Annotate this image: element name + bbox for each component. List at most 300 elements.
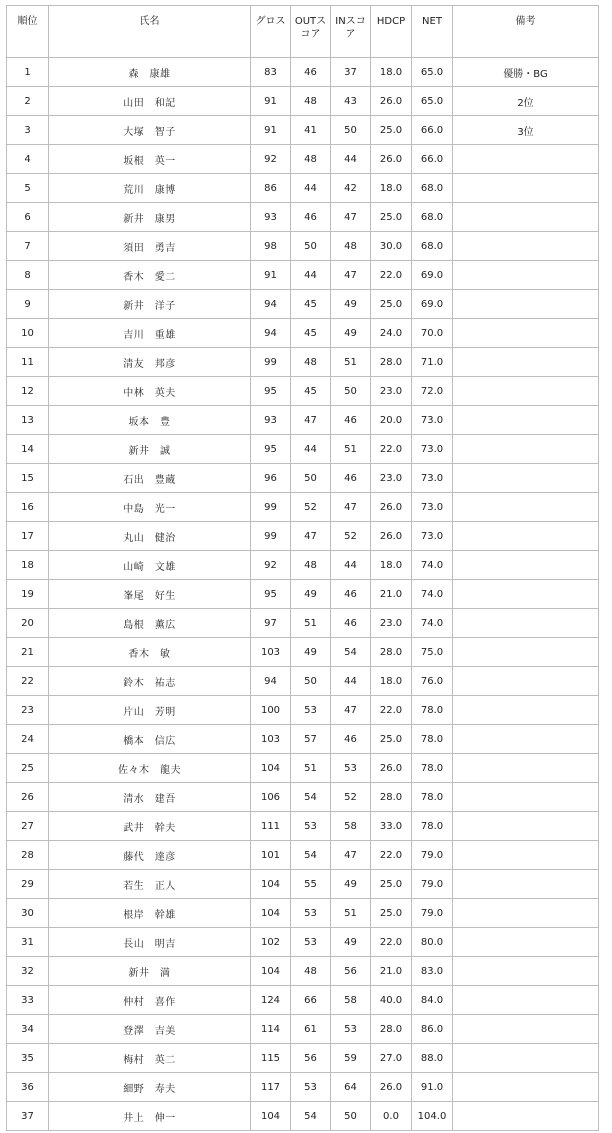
- cell-gross: 83: [251, 58, 291, 87]
- cell-note: [453, 1102, 599, 1131]
- cell-net: 73.0: [412, 435, 453, 464]
- cell-hdcp: 18.0: [371, 551, 412, 580]
- cell-hdcp: 26.0: [371, 522, 412, 551]
- cell-name: 井上 伸一: [49, 1102, 251, 1131]
- cell-name: 島根 薫広: [49, 609, 251, 638]
- cell-hdcp: 28.0: [371, 638, 412, 667]
- cell-note: [453, 551, 599, 580]
- cell-note: [453, 522, 599, 551]
- cell-in-score: 56: [331, 957, 371, 986]
- cell-net: 86.0: [412, 1015, 453, 1044]
- cell-in-score: 49: [331, 870, 371, 899]
- cell-note: [453, 464, 599, 493]
- cell-out-score: 49: [291, 638, 331, 667]
- cell-gross: 103: [251, 725, 291, 754]
- cell-out-score: 54: [291, 1102, 331, 1131]
- table-row: [7, 145, 599, 174]
- cell-note: [453, 899, 599, 928]
- cell-note: [453, 667, 599, 696]
- table-row: [7, 609, 599, 638]
- cell-note: [453, 580, 599, 609]
- cell-rank: 16: [7, 493, 49, 522]
- cell-out-score: 44: [291, 435, 331, 464]
- table-row: [7, 783, 599, 812]
- cell-hdcp: 26.0: [371, 493, 412, 522]
- cell-out-score: 41: [291, 116, 331, 145]
- cell-name: 根岸 幹雄: [49, 899, 251, 928]
- cell-rank: 35: [7, 1044, 49, 1073]
- cell-gross: 99: [251, 348, 291, 377]
- cell-rank: 14: [7, 435, 49, 464]
- cell-rank: 27: [7, 812, 49, 841]
- cell-hdcp: 28.0: [371, 1015, 412, 1044]
- table-row: [7, 841, 599, 870]
- cell-gross: 114: [251, 1015, 291, 1044]
- cell-rank: 36: [7, 1073, 49, 1102]
- cell-out-score: 50: [291, 667, 331, 696]
- cell-net: 79.0: [412, 899, 453, 928]
- cell-gross: 104: [251, 754, 291, 783]
- cell-net: 88.0: [412, 1044, 453, 1073]
- cell-hdcp: 26.0: [371, 87, 412, 116]
- cell-net: 76.0: [412, 667, 453, 696]
- cell-hdcp: 26.0: [371, 145, 412, 174]
- cell-note: [453, 1073, 599, 1102]
- table-row: [7, 348, 599, 377]
- cell-rank: 19: [7, 580, 49, 609]
- cell-name: 佐々木 龍夫: [49, 754, 251, 783]
- cell-net: 79.0: [412, 870, 453, 899]
- cell-gross: 111: [251, 812, 291, 841]
- cell-note: [453, 1044, 599, 1073]
- cell-name: 登澤 吉美: [49, 1015, 251, 1044]
- cell-hdcp: 27.0: [371, 1044, 412, 1073]
- cell-in-score: 47: [331, 203, 371, 232]
- cell-hdcp: 23.0: [371, 377, 412, 406]
- cell-note: [453, 725, 599, 754]
- cell-out-score: 48: [291, 87, 331, 116]
- cell-out-score: 52: [291, 493, 331, 522]
- table-row: [7, 812, 599, 841]
- cell-out-score: 66: [291, 986, 331, 1015]
- cell-hdcp: 25.0: [371, 116, 412, 145]
- cell-note: [453, 754, 599, 783]
- cell-in-score: 50: [331, 116, 371, 145]
- cell-net: 73.0: [412, 406, 453, 435]
- cell-name: 橋本 信広: [49, 725, 251, 754]
- cell-in-score: 50: [331, 377, 371, 406]
- cell-net: 65.0: [412, 58, 453, 87]
- cell-net: 69.0: [412, 290, 453, 319]
- cell-out-score: 45: [291, 377, 331, 406]
- cell-in-score: 47: [331, 696, 371, 725]
- cell-rank: 15: [7, 464, 49, 493]
- cell-rank: 26: [7, 783, 49, 812]
- table-row: [7, 870, 599, 899]
- cell-net: 68.0: [412, 174, 453, 203]
- table-row: [7, 522, 599, 551]
- cell-name: 山田 和記: [49, 87, 251, 116]
- cell-hdcp: 26.0: [371, 754, 412, 783]
- cell-note: [453, 261, 599, 290]
- table-row: [7, 957, 599, 986]
- cell-net: 78.0: [412, 783, 453, 812]
- cell-name: 坂本 豊: [49, 406, 251, 435]
- cell-net: 78.0: [412, 754, 453, 783]
- cell-note: [453, 319, 599, 348]
- cell-name: 峯尾 好生: [49, 580, 251, 609]
- cell-hdcp: 21.0: [371, 580, 412, 609]
- table-header: [7, 6, 599, 58]
- cell-rank: 7: [7, 232, 49, 261]
- cell-out-score: 46: [291, 203, 331, 232]
- cell-note: 優勝・BG: [453, 58, 599, 87]
- cell-gross: 100: [251, 696, 291, 725]
- cell-rank: 13: [7, 406, 49, 435]
- cell-name: 吉川 重雄: [49, 319, 251, 348]
- table-row: [7, 696, 599, 725]
- cell-out-score: 53: [291, 1073, 331, 1102]
- cell-in-score: 46: [331, 580, 371, 609]
- cell-rank: 8: [7, 261, 49, 290]
- cell-gross: 104: [251, 870, 291, 899]
- cell-hdcp: 23.0: [371, 464, 412, 493]
- results-table: [6, 5, 599, 1131]
- cell-in-score: 48: [331, 232, 371, 261]
- cell-out-score: 44: [291, 261, 331, 290]
- cell-note: [453, 870, 599, 899]
- cell-in-score: 47: [331, 261, 371, 290]
- cell-hdcp: 22.0: [371, 435, 412, 464]
- cell-net: 71.0: [412, 348, 453, 377]
- cell-note: [453, 435, 599, 464]
- cell-out-score: 54: [291, 783, 331, 812]
- cell-name: 鈴木 祐志: [49, 667, 251, 696]
- cell-rank: 33: [7, 986, 49, 1015]
- cell-gross: 96: [251, 464, 291, 493]
- cell-in-score: 47: [331, 493, 371, 522]
- table-row: [7, 986, 599, 1015]
- cell-name: 香木 敏: [49, 638, 251, 667]
- cell-gross: 94: [251, 290, 291, 319]
- cell-net: 73.0: [412, 493, 453, 522]
- cell-in-score: 54: [331, 638, 371, 667]
- cell-in-score: 50: [331, 1102, 371, 1131]
- cell-out-score: 48: [291, 957, 331, 986]
- cell-out-score: 47: [291, 406, 331, 435]
- cell-hdcp: 30.0: [371, 232, 412, 261]
- cell-name: 新井 洋子: [49, 290, 251, 319]
- cell-gross: 94: [251, 667, 291, 696]
- cell-gross: 117: [251, 1073, 291, 1102]
- cell-rank: 2: [7, 87, 49, 116]
- cell-in-score: 44: [331, 551, 371, 580]
- table-row: [7, 928, 599, 957]
- cell-net: 68.0: [412, 232, 453, 261]
- cell-name: 新井 満: [49, 957, 251, 986]
- cell-hdcp: 0.0: [371, 1102, 412, 1131]
- cell-gross: 95: [251, 377, 291, 406]
- table-row: [7, 406, 599, 435]
- table-row: [7, 203, 599, 232]
- table-row: [7, 261, 599, 290]
- cell-in-score: 49: [331, 290, 371, 319]
- table-row: [7, 116, 599, 145]
- cell-gross: 93: [251, 203, 291, 232]
- cell-note: 3位: [453, 116, 599, 145]
- cell-net: 84.0: [412, 986, 453, 1015]
- cell-hdcp: 18.0: [371, 58, 412, 87]
- cell-out-score: 44: [291, 174, 331, 203]
- table-row: [7, 1044, 599, 1073]
- cell-name: 清水 建吾: [49, 783, 251, 812]
- cell-name: 坂根 英一: [49, 145, 251, 174]
- cell-in-score: 51: [331, 435, 371, 464]
- cell-gross: 104: [251, 957, 291, 986]
- cell-note: [453, 812, 599, 841]
- cell-in-score: 58: [331, 986, 371, 1015]
- cell-note: [453, 232, 599, 261]
- table-row: [7, 551, 599, 580]
- cell-in-score: 52: [331, 522, 371, 551]
- cell-gross: 99: [251, 522, 291, 551]
- table-row: [7, 580, 599, 609]
- cell-out-score: 53: [291, 899, 331, 928]
- cell-rank: 29: [7, 870, 49, 899]
- table-row: [7, 319, 599, 348]
- cell-gross: 95: [251, 580, 291, 609]
- cell-in-score: 53: [331, 754, 371, 783]
- cell-rank: 30: [7, 899, 49, 928]
- cell-in-score: 64: [331, 1073, 371, 1102]
- cell-gross: 97: [251, 609, 291, 638]
- cell-gross: 91: [251, 87, 291, 116]
- cell-gross: 94: [251, 319, 291, 348]
- cell-out-score: 53: [291, 812, 331, 841]
- cell-rank: 20: [7, 609, 49, 638]
- cell-hdcp: 22.0: [371, 261, 412, 290]
- cell-name: 大塚 智子: [49, 116, 251, 145]
- cell-rank: 5: [7, 174, 49, 203]
- cell-in-score: 42: [331, 174, 371, 203]
- cell-out-score: 53: [291, 928, 331, 957]
- cell-hdcp: 25.0: [371, 290, 412, 319]
- cell-note: [453, 928, 599, 957]
- cell-net: 66.0: [412, 116, 453, 145]
- cell-net: 74.0: [412, 609, 453, 638]
- cell-hdcp: 33.0: [371, 812, 412, 841]
- cell-hdcp: 25.0: [371, 870, 412, 899]
- table-row: [7, 435, 599, 464]
- cell-name: 森 康雄: [49, 58, 251, 87]
- cell-in-score: 46: [331, 725, 371, 754]
- cell-hdcp: 22.0: [371, 928, 412, 957]
- cell-out-score: 51: [291, 754, 331, 783]
- cell-in-score: 49: [331, 928, 371, 957]
- cell-hdcp: 22.0: [371, 841, 412, 870]
- cell-net: 83.0: [412, 957, 453, 986]
- table-row: [7, 58, 599, 87]
- cell-in-score: 52: [331, 783, 371, 812]
- table-row: [7, 725, 599, 754]
- cell-in-score: 43: [331, 87, 371, 116]
- cell-name: 若生 正人: [49, 870, 251, 899]
- cell-out-score: 47: [291, 522, 331, 551]
- cell-gross: 98: [251, 232, 291, 261]
- cell-rank: 1: [7, 58, 49, 87]
- table-row: [7, 377, 599, 406]
- cell-note: [453, 203, 599, 232]
- cell-in-score: 58: [331, 812, 371, 841]
- cell-rank: 9: [7, 290, 49, 319]
- cell-net: 68.0: [412, 203, 453, 232]
- cell-rank: 12: [7, 377, 49, 406]
- cell-note: 2位: [453, 87, 599, 116]
- cell-gross: 99: [251, 493, 291, 522]
- cell-rank: 24: [7, 725, 49, 754]
- cell-note: [453, 290, 599, 319]
- table-row: [7, 232, 599, 261]
- table-row: [7, 754, 599, 783]
- cell-out-score: 48: [291, 551, 331, 580]
- cell-note: [453, 348, 599, 377]
- cell-net: 79.0: [412, 841, 453, 870]
- cell-note: [453, 783, 599, 812]
- cell-out-score: 61: [291, 1015, 331, 1044]
- cell-gross: 104: [251, 899, 291, 928]
- cell-name: 丸山 健治: [49, 522, 251, 551]
- cell-in-score: 53: [331, 1015, 371, 1044]
- cell-rank: 34: [7, 1015, 49, 1044]
- cell-in-score: 51: [331, 348, 371, 377]
- cell-name: 石出 豊蔵: [49, 464, 251, 493]
- cell-net: 78.0: [412, 725, 453, 754]
- cell-note: [453, 609, 599, 638]
- cell-rank: 11: [7, 348, 49, 377]
- cell-name: 山崎 文雄: [49, 551, 251, 580]
- cell-hdcp: 25.0: [371, 899, 412, 928]
- cell-name: 藤代 達彦: [49, 841, 251, 870]
- cell-out-score: 46: [291, 58, 331, 87]
- cell-net: 69.0: [412, 261, 453, 290]
- cell-gross: 92: [251, 551, 291, 580]
- cell-note: [453, 638, 599, 667]
- cell-hdcp: 28.0: [371, 348, 412, 377]
- cell-net: 104.0: [412, 1102, 453, 1131]
- cell-rank: 21: [7, 638, 49, 667]
- cell-rank: 31: [7, 928, 49, 957]
- cell-out-score: 53: [291, 696, 331, 725]
- cell-note: [453, 174, 599, 203]
- cell-name: 荒川 康博: [49, 174, 251, 203]
- header-out-score: OUTスコア: [291, 6, 331, 58]
- cell-gross: 95: [251, 435, 291, 464]
- cell-rank: 3: [7, 116, 49, 145]
- cell-hdcp: 22.0: [371, 696, 412, 725]
- cell-note: [453, 696, 599, 725]
- cell-rank: 37: [7, 1102, 49, 1131]
- cell-gross: 86: [251, 174, 291, 203]
- cell-net: 78.0: [412, 696, 453, 725]
- cell-out-score: 54: [291, 841, 331, 870]
- cell-gross: 106: [251, 783, 291, 812]
- cell-out-score: 55: [291, 870, 331, 899]
- cell-name: 須田 勇吉: [49, 232, 251, 261]
- cell-in-score: 44: [331, 667, 371, 696]
- cell-rank: 25: [7, 754, 49, 783]
- cell-gross: 104: [251, 1102, 291, 1131]
- cell-net: 80.0: [412, 928, 453, 957]
- table-body: [7, 58, 599, 1131]
- cell-name: 新井 誠: [49, 435, 251, 464]
- cell-gross: 93: [251, 406, 291, 435]
- table-row: [7, 290, 599, 319]
- table-row: [7, 638, 599, 667]
- cell-name: 細野 寿夫: [49, 1073, 251, 1102]
- cell-gross: 101: [251, 841, 291, 870]
- cell-net: 70.0: [412, 319, 453, 348]
- cell-in-score: 46: [331, 464, 371, 493]
- cell-gross: 91: [251, 116, 291, 145]
- header-note: 備考: [453, 6, 599, 58]
- cell-hdcp: 18.0: [371, 667, 412, 696]
- cell-out-score: 48: [291, 348, 331, 377]
- header-net: NET: [412, 6, 453, 58]
- cell-out-score: 45: [291, 290, 331, 319]
- cell-rank: 6: [7, 203, 49, 232]
- cell-hdcp: 25.0: [371, 203, 412, 232]
- cell-in-score: 46: [331, 406, 371, 435]
- cell-out-score: 57: [291, 725, 331, 754]
- cell-note: [453, 957, 599, 986]
- cell-gross: 91: [251, 261, 291, 290]
- header-in-score: INスコア: [331, 6, 371, 58]
- cell-note: [453, 145, 599, 174]
- cell-note: [453, 493, 599, 522]
- cell-hdcp: 24.0: [371, 319, 412, 348]
- header-rank: 順位: [7, 6, 49, 58]
- table-row: [7, 464, 599, 493]
- cell-rank: 4: [7, 145, 49, 174]
- cell-hdcp: 18.0: [371, 174, 412, 203]
- cell-name: 片山 芳明: [49, 696, 251, 725]
- cell-net: 75.0: [412, 638, 453, 667]
- cell-in-score: 51: [331, 899, 371, 928]
- cell-net: 91.0: [412, 1073, 453, 1102]
- header-row: [7, 6, 599, 58]
- header-hdcp: HDCP: [371, 6, 412, 58]
- table-row: [7, 174, 599, 203]
- cell-name: 新井 康男: [49, 203, 251, 232]
- table-row: [7, 899, 599, 928]
- cell-net: 66.0: [412, 145, 453, 174]
- cell-in-score: 49: [331, 319, 371, 348]
- cell-hdcp: 20.0: [371, 406, 412, 435]
- table-row: [7, 493, 599, 522]
- cell-rank: 28: [7, 841, 49, 870]
- cell-name: 仲村 喜作: [49, 986, 251, 1015]
- cell-net: 74.0: [412, 551, 453, 580]
- cell-rank: 10: [7, 319, 49, 348]
- cell-hdcp: 26.0: [371, 1073, 412, 1102]
- cell-note: [453, 1015, 599, 1044]
- cell-net: 72.0: [412, 377, 453, 406]
- cell-name: 中林 英夫: [49, 377, 251, 406]
- table-row: [7, 667, 599, 696]
- cell-net: 73.0: [412, 522, 453, 551]
- cell-rank: 22: [7, 667, 49, 696]
- cell-name: 香木 愛二: [49, 261, 251, 290]
